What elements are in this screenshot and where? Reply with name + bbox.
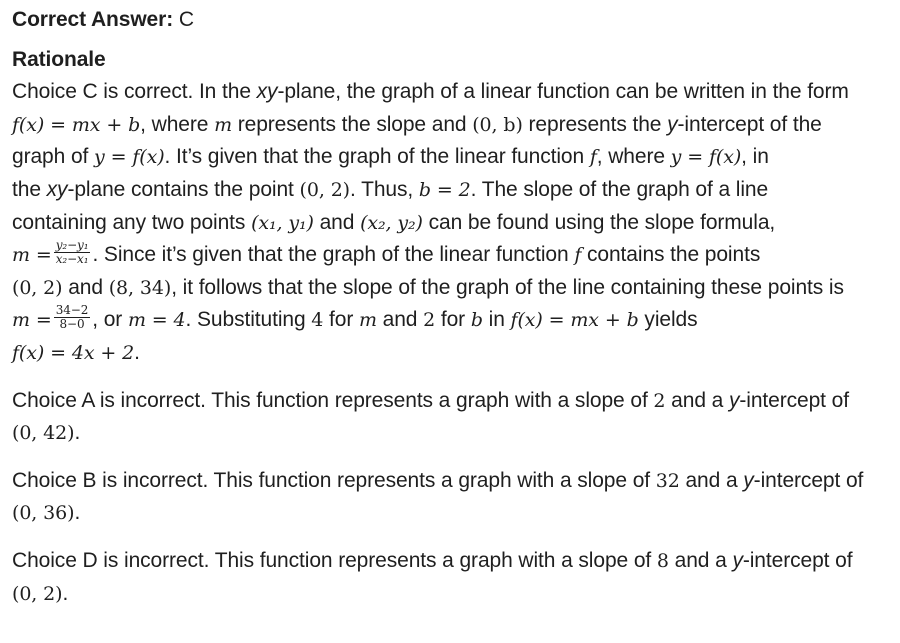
fraction-denominator: 8−0 xyxy=(59,317,85,332)
math-expression: (0, b) xyxy=(472,113,523,136)
math-expression: 4 xyxy=(311,309,324,332)
text: , in xyxy=(741,145,769,169)
math-expression: 32 xyxy=(655,469,680,492)
math-expression: 2 xyxy=(423,309,436,332)
rationale-heading: Rationale xyxy=(12,47,106,71)
text: Choice A is incorrect. This function represents a graph with a slope of xyxy=(12,388,654,412)
text: and xyxy=(376,308,424,332)
choice-b-line-1 xyxy=(12,465,894,498)
text: . xyxy=(134,340,140,364)
text: . The slope of the graph of a line xyxy=(470,177,769,201)
text-italic: y xyxy=(732,548,743,572)
math-expression: f xyxy=(589,146,597,169)
math-expression: m = xyxy=(12,244,52,267)
choice-d-line-2 xyxy=(12,578,894,611)
text: and a xyxy=(668,548,733,572)
text: -intercept of xyxy=(739,388,849,412)
text: , it follows that the slope of the graph of the line containing these points is xyxy=(171,275,844,299)
text: . Substituting xyxy=(185,308,312,332)
math-expression: f xyxy=(574,244,582,267)
math-expression: (x₂, y₂) xyxy=(360,211,423,234)
text: contains the points xyxy=(581,243,761,267)
text: , where xyxy=(140,112,215,136)
rationale-line-2 xyxy=(12,109,894,142)
text: graph of xyxy=(12,145,94,169)
text-italic: y xyxy=(743,468,754,492)
math-expression: y = f(x) xyxy=(670,146,742,169)
math-expression: m xyxy=(358,309,377,332)
math-expression: f(x) = mx + b xyxy=(510,309,639,332)
text: -intercept of xyxy=(742,548,853,572)
choice-d-explanation xyxy=(12,545,894,610)
rationale-line-8 xyxy=(12,304,894,337)
rationale-line-6 xyxy=(12,239,894,272)
math-expression: f(x) = mx + b xyxy=(12,113,141,136)
choice-a-explanation xyxy=(12,385,894,450)
text-italic: xy xyxy=(46,177,68,201)
text: Choice B is incorrect. This function represents a graph with a slope of xyxy=(12,468,656,492)
slope-value-fraction xyxy=(54,304,91,331)
text: , where xyxy=(596,145,671,169)
text: Choice C is correct. In the xyxy=(12,80,257,104)
text: . Since it’s given that the graph of the linear function xyxy=(92,243,575,267)
rationale-line-1 xyxy=(12,76,894,109)
text: -intercept of the xyxy=(677,112,822,136)
math-expression: 8 xyxy=(656,549,669,572)
text: -plane contains the point xyxy=(67,177,300,201)
rationale-paragraph xyxy=(12,76,894,369)
rationale-line-5 xyxy=(12,207,894,240)
choice-a-line-2 xyxy=(12,417,894,450)
text: for xyxy=(435,308,471,332)
math-expression: (0, 2) xyxy=(299,178,350,201)
math-expression: m = xyxy=(12,309,52,332)
text-italic: xy xyxy=(256,80,278,104)
math-expression: (0, 42) xyxy=(12,422,75,445)
text: and a xyxy=(679,468,744,492)
fraction-denominator: x₂−x₁ xyxy=(55,252,89,267)
math-expression: (x₁, y₁) xyxy=(251,211,314,234)
correct-answer-label: Correct Answer: xyxy=(12,8,174,31)
correct-answer-value: C xyxy=(178,8,194,31)
text-italic: y xyxy=(667,112,678,136)
math-expression: m = 4 xyxy=(127,309,186,332)
choice-a-line-1 xyxy=(12,385,894,418)
fraction-numerator: 34−2 xyxy=(55,303,89,318)
math-expression: (0, 36) xyxy=(12,502,75,525)
text: -intercept of xyxy=(753,468,864,492)
math-expression: (8, 34) xyxy=(108,276,172,299)
text: represents the xyxy=(522,112,668,136)
math-expression: b = 2 xyxy=(418,178,471,201)
text: Choice D is incorrect. This function represents a graph with a slope of xyxy=(12,548,657,572)
text: represents the slope and xyxy=(232,112,473,136)
correct-answer-line xyxy=(12,4,894,37)
text: and xyxy=(62,275,109,299)
math-expression: (0, 2) xyxy=(12,582,63,605)
text: in xyxy=(482,308,511,332)
text: . xyxy=(74,501,81,525)
math-expression: f(x) = 4x + 2 xyxy=(12,341,135,364)
math-expression: 2 xyxy=(653,389,666,412)
text: containing any two points xyxy=(12,210,252,234)
math-expression: b xyxy=(470,309,483,332)
slope-formula-fraction xyxy=(54,239,91,266)
rationale-line-4 xyxy=(12,174,894,207)
text: the xyxy=(12,177,47,201)
text: . It’s given that the graph of the linear function xyxy=(164,145,590,169)
math-expression: m xyxy=(214,113,232,136)
text: can be found using the slope formula, xyxy=(422,210,776,234)
rationale-line-9 xyxy=(12,337,894,370)
text: , or xyxy=(92,308,128,332)
text: . xyxy=(74,421,81,445)
math-expression: (0, 2) xyxy=(12,276,63,299)
choice-b-line-2 xyxy=(12,497,894,530)
text: and a xyxy=(665,388,729,412)
text: for xyxy=(323,308,359,332)
text-italic: y xyxy=(728,388,740,412)
text: . Thus, xyxy=(350,177,419,201)
choice-b-explanation xyxy=(12,465,894,530)
text: and xyxy=(313,210,361,234)
fraction-numerator: y₂−y₁ xyxy=(55,238,89,253)
rationale-line-3 xyxy=(12,141,894,174)
rationale-line-7 xyxy=(12,272,894,305)
text: yields xyxy=(638,308,698,332)
text: . xyxy=(62,581,69,605)
text: -plane, the graph of a linear function can be written in the form xyxy=(277,80,849,104)
math-expression: y = f(x) xyxy=(94,146,165,169)
choice-d-line-1 xyxy=(12,545,894,578)
